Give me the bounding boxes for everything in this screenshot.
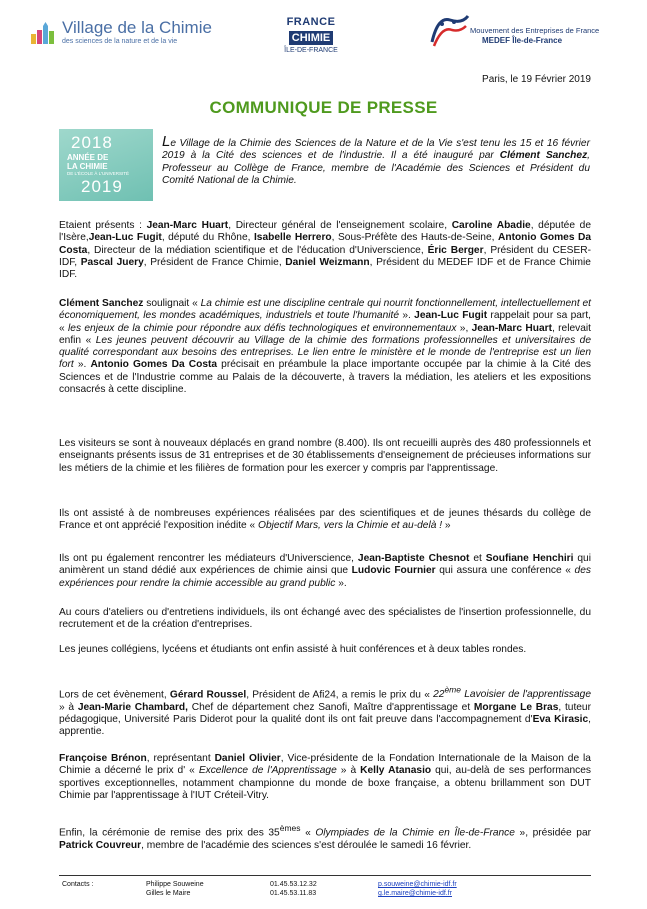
visitors-paragraph: Les visiteurs se sont à nouveaux déplacés en grand nombre (8.400). Ils ont recueilli auprès des 480 professionnels et enseignants présents issus de 31 entreprises et de 30 établissements d'enseignement de précieuses informations sur les métiers de la chimie et les filières de formation pour les exercer y compris par l'apprentissage. [59, 438, 591, 474]
para-text: , tuteur pédagogique, Université Paris Diderot pour la qualité dont ils ont fait preuve dans l'accompagnement d' [59, 701, 591, 725]
para-text: Enfin, la cérémonie de remise des prix des 35 [59, 827, 280, 839]
para-text: soulignait « [143, 298, 201, 309]
para-text: et [469, 553, 486, 564]
person-name: Soufiane Henchiri [485, 553, 574, 564]
attendees-paragraph [59, 220, 591, 281]
person-name: Antonio Gomes Da Costa [90, 359, 218, 371]
village-logo-title: Village de la Chimie [62, 18, 212, 37]
contact-emails [378, 880, 457, 898]
para-text: Chef de département chez Sanofi, Maître d'apprentissage et [188, 701, 474, 713]
person-name: Ludovic Fournier [351, 565, 436, 577]
para-text: qui assura une conférence « [435, 565, 575, 577]
para-text: Lors de cet évènement, [59, 689, 170, 701]
workshops-paragraph: Au cours d'ateliers ou d'entretiens individuels, ils ont échangé avec des spécialistes de l'insertion professionnelle, du recrutement et de la création d'entreprises. [59, 607, 591, 631]
excellence-prize-paragraph [59, 753, 591, 802]
contact-name: Gilles le Maire [146, 890, 191, 897]
mediators-paragraph [59, 553, 591, 590]
para-text: , membre de l'académie des sciences s'est déroulée le samedi 16 février. [141, 839, 472, 851]
quote: Les jeunes peuvent découvrir au Village de la chimie des formations professionnelles et universitaires de qualité correspondant aux besoins des entreprises. Le lien entre le ministère et le monde de l'entreprise est un lien fort [59, 334, 591, 371]
annee-chimie-badge [59, 129, 153, 201]
person-name: Jean-Luc Fugit [88, 232, 162, 244]
conferences-paragraph: Les jeunes collégiens, lycéens et étudiants ont enfin assisté à huit conférences et à deux tables rondes. [59, 644, 527, 655]
france-chimie-logo [280, 16, 342, 54]
experiments-paragraph [59, 508, 591, 533]
para-text: , Directeur général de l'enseignement scolaire, [228, 220, 452, 231]
badge-line3: DE L'ÉCOLE À L'UNIVERSITÉ [67, 171, 129, 176]
village-chimie-logo [30, 14, 212, 50]
para-text: , Président de France Chimie, [143, 256, 286, 268]
contact-names [146, 880, 204, 898]
medef-logo [428, 12, 598, 52]
para-text: Ils ont assisté à de nombreuses expériences réalisées par des scientifiques et de jeunes thésards du collège de France et ont apprécié l'exposition inédite « [59, 508, 591, 532]
village-logo-subtitle: des sciences de la nature et de la vie [62, 38, 178, 45]
para-text: , Sous-Préfète des Hauts-de-Seine, [331, 232, 498, 244]
person-name: Antonio Gomes Da Costa [59, 232, 592, 256]
person-name: Jean-Luc Fugit [414, 310, 488, 322]
para-text: Etaient présents : [59, 220, 147, 231]
person-name: Jean-Marie Chambard, [77, 701, 188, 713]
quote-number: 22 [433, 689, 445, 701]
para-text: ». [399, 310, 415, 322]
para-text: , députée de l'Isère, [59, 220, 591, 244]
contact-phone: 01.45.53.12.32 [270, 881, 317, 888]
person-name: Kelly Atanasio [360, 765, 432, 777]
intro-text: e Village de la Chimie des Sciences de la Nature et de la Vie s'est tenu les 15 et 16 février 2019 à la Cité des sciences et de l'industrie. Il a été inauguré par [162, 138, 590, 162]
quote: les enjeux de la chimie pour répondre aux défis technologiques et environnementaux [68, 322, 457, 334]
quote: Excellence de l'Apprentissage [198, 765, 337, 777]
france-chimie-line3: ÎLE-DE-FRANCE [284, 47, 338, 54]
person-name: Jean-Marc Huart [146, 220, 229, 231]
person-name: Jean-Baptiste Chesnot [357, 553, 470, 564]
para-text: ». [335, 577, 347, 589]
contact-phones [270, 880, 317, 898]
contact-email-link[interactable]: g.le.maire@chimie-idf.fr [378, 890, 453, 897]
para-text: », présidée par [514, 827, 592, 839]
para-text: , Président du CESER-IDF, [59, 244, 591, 268]
person-name: Patrick Couvreur [59, 839, 142, 851]
para-text: , relevait enfin « [59, 322, 591, 346]
person-name: Isabelle Herrero [253, 232, 332, 244]
person-name: Daniel Olivier [214, 753, 281, 764]
para-text: », [456, 322, 472, 334]
quote [433, 685, 592, 701]
intro-name: Clément Sanchez [499, 150, 588, 162]
ordinal-suffix: èmes [279, 823, 301, 833]
olympiades-paragraph [59, 822, 591, 852]
para-text: rappelait pour sa part, « [59, 310, 591, 334]
lavoisier-prize-paragraph [59, 684, 591, 739]
para-text: précisait en préambule la place importante occupée par la chimie à la Cité des Sciences et de l'Industrie comme au Palais de la découverte, à travers la médiation, les ateliers et les expositions consacrés à cette discipline. [59, 359, 591, 396]
person-name: Éric Berger [427, 244, 484, 256]
ordinal-suffix: ème [444, 685, 461, 695]
press-date: Paris, le 19 Février 2019 [482, 74, 591, 85]
village-houses-icon [30, 22, 58, 46]
quote: La chimie est une discipline centrale qui nourrit fonctionnellement, intellectuellement et économiquement, les mondes académiques, industriels et toute l'humanité [59, 298, 591, 322]
para-text: ». [73, 359, 91, 371]
para-text: , Président du MEDEF IDF et de France Chimie IDF. [59, 256, 591, 281]
person-name: Caroline Abadie [451, 220, 531, 231]
page-title: COMMUNIQUE DE PRESSE [209, 98, 438, 117]
person-name: Françoise Brénon [59, 753, 147, 764]
quote-text: Lavoisier de l'apprentissage [461, 689, 592, 701]
para-text: » [442, 520, 451, 532]
para-text: » à [336, 765, 361, 777]
person-name: Gérard Roussel [169, 689, 247, 701]
quote: Objectif Mars, vers la Chimie et au-delà ! [258, 520, 443, 532]
para-text: , député du Rhône, [161, 232, 254, 244]
france-chimie-line1: FRANCE [286, 16, 336, 28]
footer-divider [59, 875, 591, 876]
badge-line1: ANNÉE DE [67, 153, 109, 162]
badge-line2: LA CHIMIE [67, 162, 108, 171]
person-name: Pascal Juery [80, 256, 144, 268]
medef-logo-title: Mouvement des Entreprises de France [470, 26, 600, 35]
person-name: Jean-Marc Huart [471, 322, 552, 334]
para-text: , représentant [146, 753, 215, 764]
intro-paragraph [162, 133, 591, 188]
badge-year-end: 2019 [81, 177, 123, 196]
person-name: Morgane Le Bras [473, 701, 559, 713]
intro-text: , Professeur au Collège de France, membre de l'Académie des Sciences et Président du Comité National de la Chimie. [162, 150, 591, 187]
para-text: , Directeur de la médiation scientifique et de l'éducation d'Universcience, [87, 244, 428, 256]
medef-runners-icon [428, 12, 470, 50]
person-name: Clément Sanchez [59, 298, 144, 309]
para-text: « [300, 827, 316, 839]
para-text: qui animèrent un stand dédié aux expériences de chimie ainsi que [59, 553, 591, 577]
contact-name: Philippe Souweine [146, 881, 204, 888]
quote: des expériences pour rendre la chimie accessible au grand public [59, 565, 591, 589]
contacts-label: Contacts : [62, 881, 94, 888]
quotes-paragraph [59, 298, 591, 396]
para-text: » à [59, 701, 78, 713]
person-name: Daniel Weizmann [285, 256, 370, 268]
contact-email-link[interactable]: p.souweine@chimie-idf.fr [378, 881, 457, 888]
medef-logo-subtitle: MEDEF Île-de-France [482, 36, 563, 45]
para-text: , apprentie. [59, 713, 592, 738]
badge-year-start: 2018 [71, 133, 113, 152]
quote: Olympiades de la Chimie en Île-de-France [315, 827, 515, 839]
drop-cap: L [162, 133, 171, 150]
para-text: , Président de Afi24, a remis le prix du « [246, 689, 434, 701]
para-text: Ils ont pu également rencontrer les médiateurs d'Universcience, [59, 553, 358, 564]
para-text: , Vice-présidente de la Fondation Internationale de la Maison de la Chimie a décerné le prix d' « [59, 753, 591, 777]
para-text: qui, au-delà de ses performances sportives exceptionnelles, notamment championne du monde de boxe française, a obtenu brillamment son DUT Chimie par l'apprentissage à l'IUT Créteil-Vitry. [59, 765, 592, 801]
france-chimie-line2: CHIMIE [289, 31, 334, 45]
contact-phone: 01.45.53.11.83 [270, 890, 317, 897]
person-name: Eva Kirasic [532, 713, 589, 725]
